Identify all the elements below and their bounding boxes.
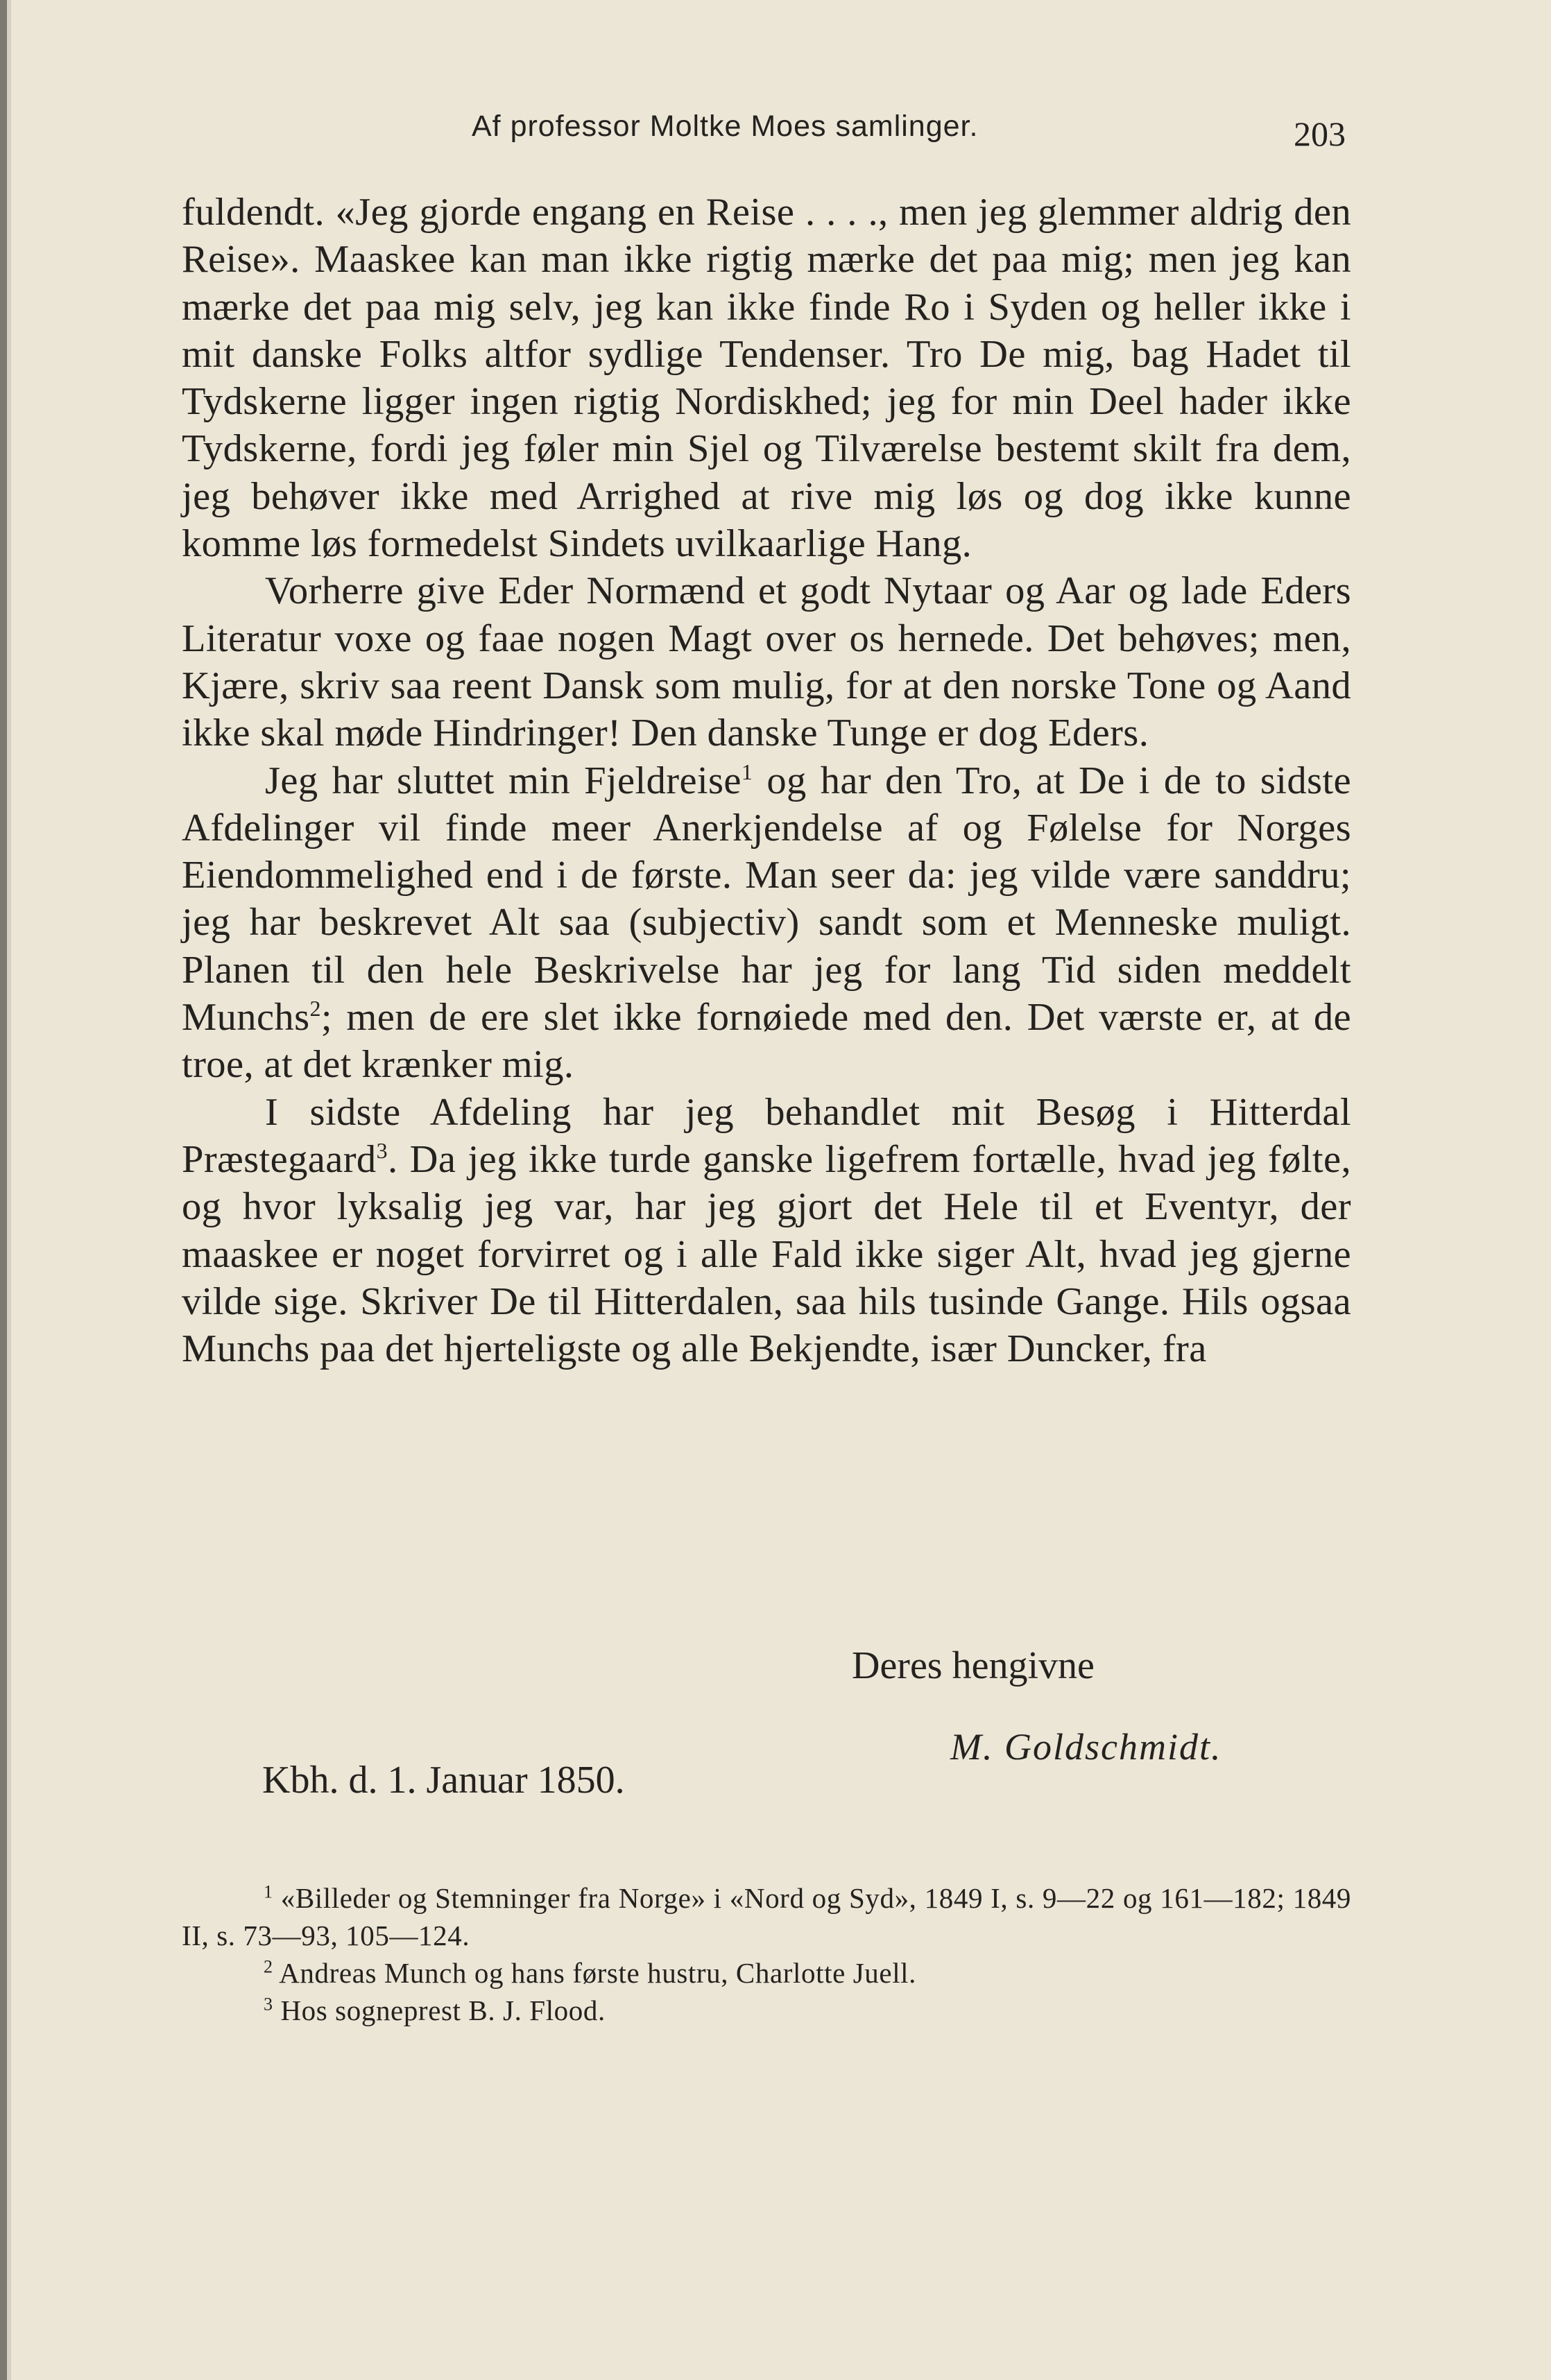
footnote-3-text: Hos sogneprest B. J. Flood.	[280, 1994, 606, 2026]
footnote-1	[182, 1879, 1351, 1954]
running-head: Af professor Moltke Moes samlinger.	[472, 110, 979, 143]
footnote-3-mark: 3	[264, 1994, 273, 2015]
place-date: Kbh. d. 1. Januar 1850.	[262, 1759, 625, 1802]
footnote-2-mark: 2	[264, 1956, 273, 1977]
paragraph-3-text-c: ; men de ere slet ikke fornøiede med den. Det værste er, at de troe, at det krænker mig.	[182, 996, 1351, 1087]
paragraph-4-text-b: . Da jeg ikke turde ganske ligefrem fortælle, hvad jeg følte, og hvor lyksalig jeg var, har jeg gjort det Hele til et Eventyr, der maaskee er noget forvirret og i alle Fald ikke siger Alt, hvad jeg gjerne vilde sige. Skriver De til Hitterdalen, saa hils tusinde Gange. Hils ogsaa Munchs paa det hjerteligste og alle Bekjendte, især Duncker, fra	[182, 1137, 1351, 1371]
footnote-2-text: Andreas Munch og hans første hustru, Charlotte Juell.	[279, 1957, 917, 1989]
footnote-2	[182, 1954, 1351, 1992]
paragraph-4-text-a: I sidste Afdeling har jeg behandlet mit Besøg i Hitterdal Præstegaard	[182, 1090, 1351, 1181]
valediction: Deres hengivne	[852, 1644, 1095, 1687]
footnote-ref-1: 1	[741, 759, 753, 784]
paragraph-4	[182, 1089, 1351, 1373]
footnote-ref-3: 3	[376, 1138, 388, 1164]
paragraph-3	[182, 757, 1351, 1089]
page-edge	[0, 0, 7, 2380]
signature: M. Goldschmidt.	[950, 1726, 1222, 1768]
footnote-1-text: «Billeder og Stemninger fra Norge» i «Nord og Syd», 1849 I, s. 9—22 og 161—182; 1849 II, s. 73—93, 105—124.	[182, 1882, 1351, 1951]
page-number: 203	[1294, 114, 1346, 153]
letter-body	[182, 189, 1351, 1372]
page-header	[173, 104, 1346, 159]
paragraph-3-text-a: Jeg har sluttet min Fjeldreise	[265, 759, 742, 802]
footnote-3	[182, 1992, 1351, 2029]
paragraph-1: fuldendt. «Jeg gjorde engang en Reise . . . ., men jeg glemmer aldrig den Reise». Maaskee kan man ikke rigtig mærke det paa mig; men jeg kan mærke det paa mig selv, jeg kan ikke finde Ro i Syden og heller ikke i mit danske Folks altfor sydlige Tendenser. Tro De mig, bag Hadet til Tydskerne ligger ingen rigtig Nordiskhed; jeg for min Deel hader ikke Tydskerne, fordi jeg føler min Sjel og Tilværelse bestemt skilt fra dem, jeg behøver ikke med Arrighed at rive mig løs og dog ikke kunne komme løs formedelst Sindets uvilkaarlige Hang.	[182, 191, 1351, 566]
footnotes	[182, 1879, 1351, 2029]
page-edge-shadow	[7, 0, 11, 2380]
footnote-1-mark: 1	[264, 1881, 273, 1902]
paragraph-3-text-b: og har den Tro, at De i de to sidste Afdelinger vil finde meer Anerkjendelse af og Følelse for Norges Eiendommelighed end i de første. Man seer da: jeg vilde være sanddru; jeg har beskrevet Alt saa (subjectiv) sandt som et Menneske muligt. Planen til den hele Beskrivelse har jeg for lang Tid siden meddelt Munchs	[182, 759, 1351, 1040]
footnote-ref-2: 2	[309, 996, 321, 1021]
paragraph-2: Vorherre give Eder Normænd et godt Nytaar og Aar og lade Eders Literatur voxe og faae nogen Magt over os hernede. Det behøves; men, Kjære, skriv saa reent Dansk som mulig, for at den norske Tone og Aand ikke skal møde Hindringer! Den danske Tunge er dog Eders.	[182, 569, 1351, 755]
